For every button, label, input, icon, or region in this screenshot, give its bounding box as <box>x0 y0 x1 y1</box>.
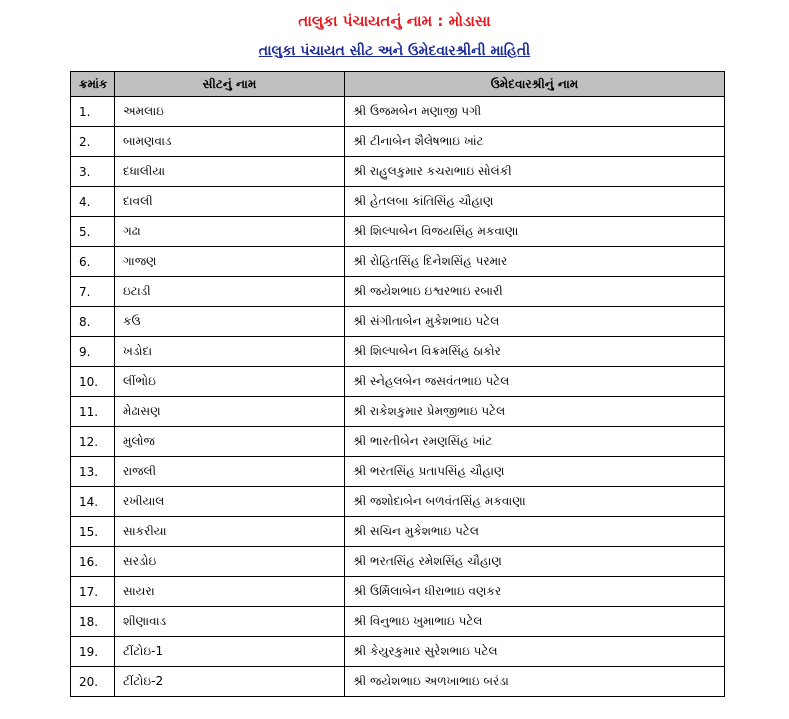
table-row <box>71 247 725 277</box>
row-number: 12. <box>71 427 115 457</box>
candidate-name: શ્રી રાકેશકુમાર પ્રેમજીભાઇ પટેલ <box>345 397 725 427</box>
candidate-name: શ્રી સંગીતાબેન મુકેશભાઇ પટેલ <box>345 307 725 337</box>
seat-name: રાજલી <box>115 457 345 487</box>
seat-name: કઉ <box>115 307 345 337</box>
seat-name: ટીંટોઇ-2 <box>115 667 345 697</box>
candidate-name: શ્રી રોહિતસિંહ દિનેશસિંહ પરમાર <box>345 247 725 277</box>
candidate-name: શ્રી જશોદાબેન બળવંતસિંહ મકવાણા <box>345 487 725 517</box>
candidate-name: શ્રી શિલ્પાબેન વિક્રમસિંહ ઠાકોર <box>345 337 725 367</box>
seat-name: દાવલી <box>115 187 345 217</box>
row-number: 6. <box>71 247 115 277</box>
seat-name: ટીંટોઇ-1 <box>115 637 345 667</box>
header-number: ક્રમાંક <box>71 72 115 97</box>
seat-name: લીંભોઇ <box>115 367 345 397</box>
table-row <box>71 547 725 577</box>
candidate-name: શ્રી શિલ્પાબેન વિજયસિંહ મકવાણા <box>345 217 725 247</box>
table-row <box>71 487 725 517</box>
header-candidate-name: ઉમેદવારશ્રીનું નામ <box>345 72 725 97</box>
table-row <box>71 367 725 397</box>
table-row <box>71 517 725 547</box>
row-number: 11. <box>71 397 115 427</box>
seat-name: મેઢાસણ <box>115 397 345 427</box>
table-row <box>71 607 725 637</box>
row-number: 19. <box>71 637 115 667</box>
table-row <box>71 217 725 247</box>
candidate-name: શ્રી જયેશભાઇ ઇશ્વરભાઇ રબારી <box>345 277 725 307</box>
candidate-name: શ્રી વિનુભાઇ ખુમાભાઇ પટેલ <box>345 607 725 637</box>
seat-name: દધાલીયા <box>115 157 345 187</box>
row-number: 14. <box>71 487 115 517</box>
row-number: 17. <box>71 577 115 607</box>
row-number: 4. <box>71 187 115 217</box>
seat-name: બામણવાડ <box>115 127 345 157</box>
row-number: 1. <box>71 97 115 127</box>
row-number: 15. <box>71 517 115 547</box>
row-number: 10. <box>71 367 115 397</box>
row-number: 20. <box>71 667 115 697</box>
table-row <box>71 397 725 427</box>
candidate-name: શ્રી ભરતસિંહ રમેશસિંહ ચૌહાણ <box>345 547 725 577</box>
page-title: તાલુકા પંચાયતનું નામ : મોડાસા <box>298 12 491 30</box>
table-row <box>71 187 725 217</box>
row-number: 9. <box>71 337 115 367</box>
seat-name: રખીયાલ <box>115 487 345 517</box>
row-number: 16. <box>71 547 115 577</box>
seat-name: ગઢા <box>115 217 345 247</box>
candidate-name: શ્રી જયેશભાઇ અળખાભાઇ બરંડા <box>345 667 725 697</box>
candidate-name: શ્રી ટીનાબેન શૈલેષભાઇ ખાંટ <box>345 127 725 157</box>
table-row <box>71 457 725 487</box>
table-header <box>71 72 725 97</box>
table-row <box>71 97 725 127</box>
table-row <box>71 637 725 667</box>
seat-name: સાકરીયા <box>115 517 345 547</box>
candidate-name: શ્રી ભારતીબેન રમણસિંહ ખાંટ <box>345 427 725 457</box>
seat-name: અમલાઇ <box>115 97 345 127</box>
page-subtitle: તાલુકા પંચાયત સીટ અને ઉમેદવારશ્રીની માહિતી <box>258 43 531 59</box>
candidate-name: શ્રી સચિન મુકેશભાઇ પટેલ <box>345 517 725 547</box>
seat-name: મુલોજ <box>115 427 345 457</box>
seat-name: ઇટાડી <box>115 277 345 307</box>
row-number: 7. <box>71 277 115 307</box>
row-number: 5. <box>71 217 115 247</box>
table-row <box>71 277 725 307</box>
seat-name: ખડોદા <box>115 337 345 367</box>
table-row <box>71 157 725 187</box>
table-row <box>71 307 725 337</box>
seat-name: શીણાવાડ <box>115 607 345 637</box>
table-row <box>71 667 725 697</box>
row-number: 3. <box>71 157 115 187</box>
candidate-name: શ્રી કેયુરકુમાર સુરેશભાઇ પટેલ <box>345 637 725 667</box>
row-number: 2. <box>71 127 115 157</box>
table-row <box>71 127 725 157</box>
seat-name: સરડોઇ <box>115 547 345 577</box>
candidate-name: શ્રી સ્નેહલબેન જસવંતભાઇ પટેલ <box>345 367 725 397</box>
candidate-name: શ્રી ઉજમબેન મણાજી પગી <box>345 97 725 127</box>
table-row <box>71 577 725 607</box>
row-number: 18. <box>71 607 115 637</box>
seats-table <box>70 71 725 697</box>
candidate-name: શ્રી ભરતસિંહ પ્રતાપસિંહ ચૌહાણ <box>345 457 725 487</box>
table-body <box>71 97 725 697</box>
header-row <box>71 72 725 97</box>
table-row <box>71 337 725 367</box>
header-seat-name: સીટનું નામ <box>115 72 345 97</box>
seat-name: ગાજણ <box>115 247 345 277</box>
candidate-name: શ્રી રાહુલકુમાર કચરાભાઇ સોલંકી <box>345 157 725 187</box>
seat-name: સાયરા <box>115 577 345 607</box>
row-number: 13. <box>71 457 115 487</box>
table-row <box>71 427 725 457</box>
candidate-name: શ્રી હેતલબા કાંતિસિંહ ચૌહાણ <box>345 187 725 217</box>
row-number: 8. <box>71 307 115 337</box>
candidate-name: શ્રી ઉર્મિલાબેન ધીરાભાઇ વણકર <box>345 577 725 607</box>
